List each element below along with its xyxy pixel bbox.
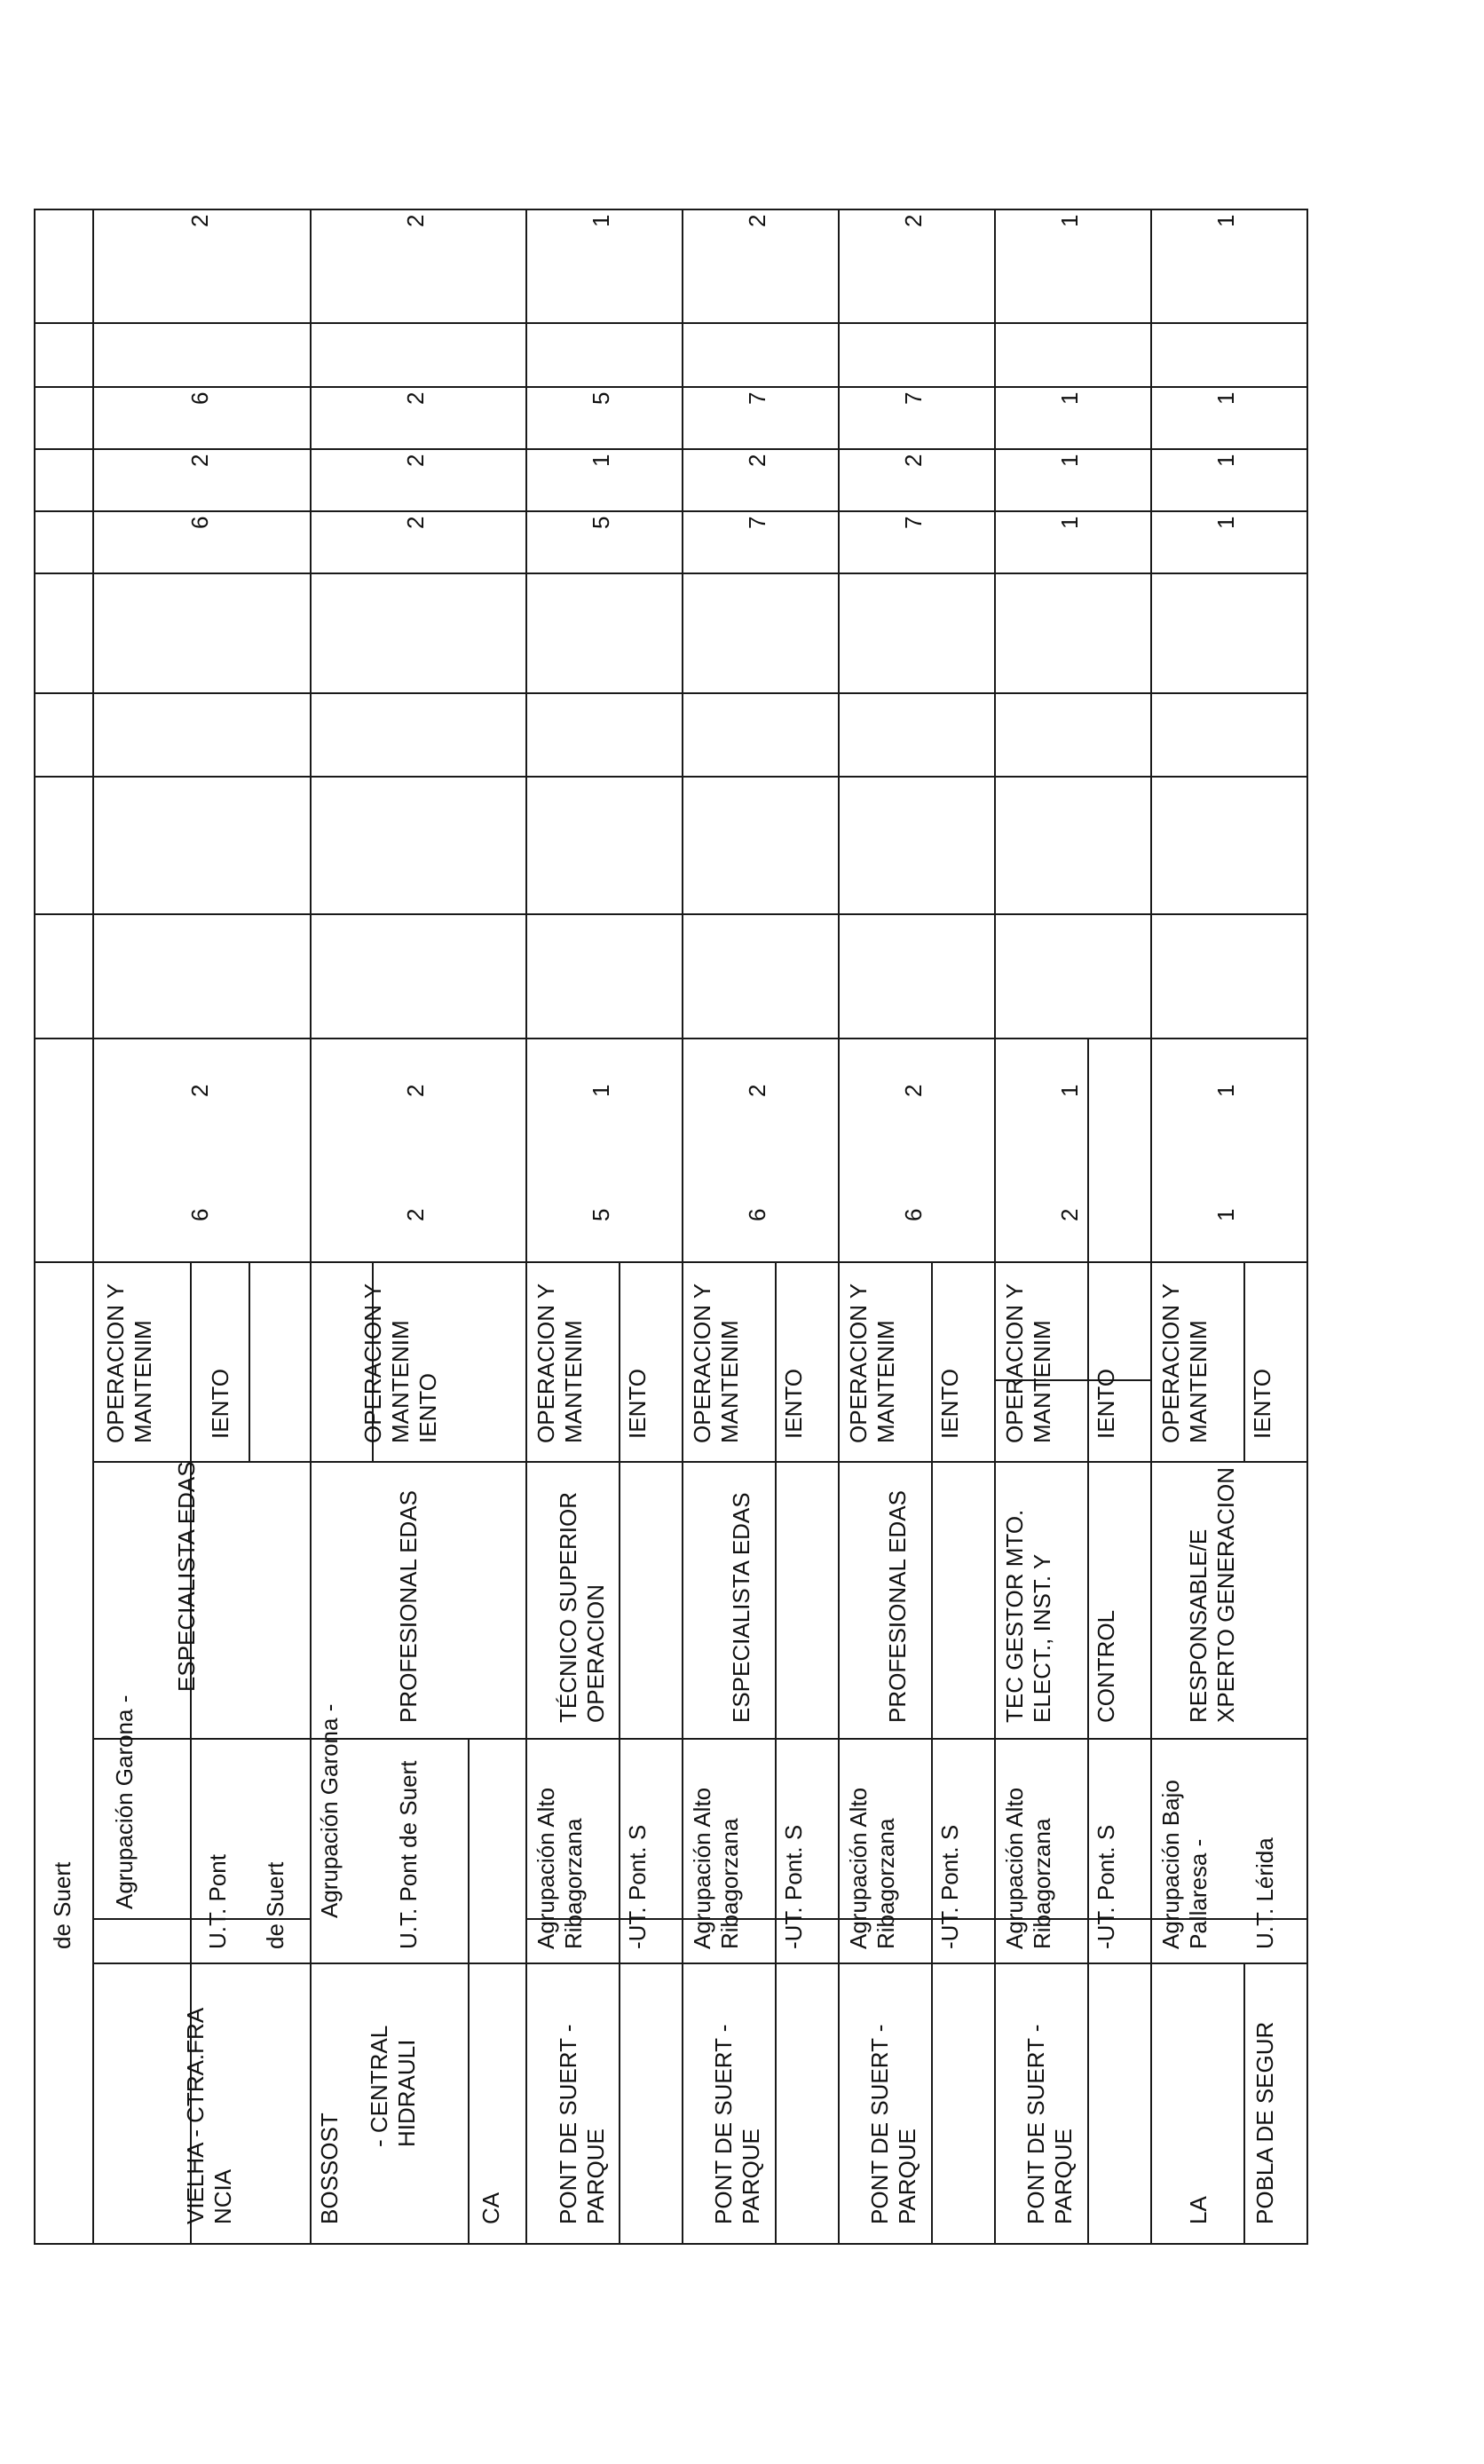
unidad-cell: U.T. Pont de Suert — [395, 1760, 422, 1949]
plazas-cell: 2 — [186, 1084, 213, 1097]
total-cell: 6 — [186, 391, 213, 405]
plazas-cell: 6 — [186, 1208, 213, 1221]
unidad-cell: Agrupación Alto Ribagorzana — [1001, 1787, 1055, 1949]
table-rule — [34, 448, 1308, 450]
centro-cell: PONT DE SUERT - PARQUE — [1022, 2024, 1077, 2224]
table-rule — [1243, 1263, 1245, 1463]
area-cell: OPERACION Y MANTENIM — [102, 1283, 156, 1443]
table-rule — [1243, 1964, 1245, 2245]
total-cell: 5 — [588, 516, 614, 529]
area-cell: OPERACION Y MANTENIM — [533, 1283, 587, 1443]
unidad-cell: U.T. Lérida — [1251, 1837, 1278, 1949]
total-cell: 2 — [744, 214, 770, 227]
total-cell: 7 — [744, 391, 770, 405]
unidad-cell: Agrupación Garona - — [111, 1694, 138, 1909]
table-rule — [525, 210, 527, 2245]
table-rule — [310, 210, 312, 2245]
total-cell: 1 — [1056, 391, 1083, 405]
centro-cell: - CENTRAL HIDRAULI — [366, 2025, 420, 2147]
total-cell: 2 — [900, 214, 927, 227]
unidad-cell: Agrupación Alto Ribagorzana — [689, 1787, 743, 1949]
plazas-cell: 2 — [900, 1084, 927, 1097]
unidad-cell: -UT. Pont. S — [1093, 1824, 1119, 1949]
header-continuation: de Suert — [49, 1861, 75, 1949]
area-cell: IENTO — [1249, 1369, 1275, 1439]
table-rule — [1306, 210, 1308, 2245]
table-rule — [249, 1263, 250, 1463]
total-cell: 7 — [900, 516, 927, 529]
area-cell: OPERACION Y MANTENIM — [845, 1283, 899, 1443]
total-cell: 1 — [1212, 516, 1239, 529]
table-rule — [92, 1738, 1308, 1740]
puesto-cell: RESPONSABLE/E XPERTO GENERACION — [1185, 1467, 1239, 1723]
table-rule — [1087, 1039, 1089, 2245]
total-cell: 1 — [1212, 391, 1239, 405]
plazas-cell: 5 — [588, 1208, 614, 1221]
table-rule — [34, 776, 1308, 778]
total-cell: 2 — [744, 454, 770, 467]
area-cell: IENTO — [780, 1369, 807, 1439]
centro-cell: BOSSOST — [316, 2113, 343, 2224]
puesto-cell: TEC GESTOR MTO. ELECT., INST. Y — [1001, 1509, 1055, 1723]
centro-cell: PONT DE SUERT - PARQUE — [710, 2024, 764, 2224]
centro-cell: CA — [478, 2192, 504, 2224]
table-rule — [34, 573, 1308, 574]
unidad-cell: -UT. Pont. S — [624, 1824, 651, 1949]
puesto-cell: PROFESIONAL EDAS — [395, 1490, 422, 1723]
table-rule — [34, 692, 1308, 694]
unidad-cell: Agrupación Bajo Pallaresa - — [1157, 1780, 1212, 1949]
table-rule — [931, 1263, 933, 2245]
plazas-cell: 1 — [1056, 1084, 1083, 1097]
table-rule — [92, 1963, 1308, 1964]
total-cell: 2 — [402, 454, 429, 467]
table-rule — [34, 510, 1308, 512]
plazas-cell: 2 — [744, 1084, 770, 1097]
plazas-cell: 1 — [1212, 1084, 1239, 1097]
puesto-cell: CONTROL — [1093, 1609, 1119, 1723]
total-cell: 6 — [186, 516, 213, 529]
plazas-cell: 1 — [588, 1084, 614, 1097]
centro-cell: PONT DE SUERT - PARQUE — [866, 2024, 920, 2224]
total-cell: 1 — [588, 454, 614, 467]
plazas-cell: 6 — [744, 1208, 770, 1221]
table-rule — [34, 386, 1308, 388]
table-rule — [34, 1261, 1308, 1263]
total-cell: 7 — [744, 516, 770, 529]
area-cell: OPERACION Y MANTENIM — [1001, 1283, 1055, 1443]
table-rule — [34, 209, 1308, 210]
area-cell: IENTO — [936, 1369, 963, 1439]
total-cell: 1 — [1212, 214, 1239, 227]
total-cell: 2 — [402, 516, 429, 529]
area-cell: OPERACION Y MANTENIM — [689, 1283, 743, 1443]
table-rule — [838, 210, 840, 2245]
centro-cell: VIELHA - CTRA.FRA NCIA — [182, 2007, 236, 2224]
table-rule — [34, 210, 36, 2245]
total-cell: 2 — [186, 454, 213, 467]
centro-cell: PONT DE SUERT - PARQUE — [555, 2024, 609, 2224]
unidad-cell: Agrupación Alto Ribagorzana — [533, 1787, 587, 1949]
table-rule — [468, 1740, 470, 2245]
area-cell: IENTO — [1093, 1369, 1119, 1439]
total-cell: 2 — [186, 214, 213, 227]
plazas-cell: 2 — [402, 1208, 429, 1221]
table-rule — [775, 1263, 777, 2245]
plazas-cell: 6 — [900, 1208, 927, 1221]
total-cell: 2 — [402, 391, 429, 405]
total-cell: 5 — [588, 391, 614, 405]
table-rule — [1150, 210, 1152, 2245]
area-cell: OPERACION Y MANTENIM — [1157, 1283, 1212, 1443]
table-rule — [34, 322, 1308, 324]
total-cell: 1 — [1056, 214, 1083, 227]
table-rule — [92, 1461, 1308, 1463]
total-cell: 2 — [900, 454, 927, 467]
total-cell: 1 — [1212, 454, 1239, 467]
centro-cell: LA — [1185, 2196, 1212, 2224]
plazas-cell: 2 — [402, 1084, 429, 1097]
unidad-cell: Agrupación Garona - — [316, 1703, 343, 1918]
total-cell: 7 — [900, 391, 927, 405]
unidad-cell: de Suert — [262, 1861, 288, 1949]
table-rule — [994, 210, 996, 2245]
table-rule — [682, 210, 683, 2245]
table-rule — [619, 1263, 620, 2245]
puesto-cell: ESPECIALISTA EDAS — [728, 1492, 754, 1723]
unidad-cell: U.T. Pont — [204, 1854, 231, 1949]
centro-cell: POBLA DE SEGUR — [1251, 2021, 1278, 2224]
unidad-cell: -UT. Pont. S — [936, 1824, 963, 1949]
table-rule — [34, 2243, 1308, 2245]
table-rule — [92, 210, 94, 2245]
total-cell: 1 — [588, 214, 614, 227]
table-rule — [34, 913, 1308, 915]
area-cell: IENTO — [207, 1369, 233, 1439]
puesto-cell: ESPECIALISTA EDAS — [173, 1461, 200, 1692]
puesto-cell: TÉCNICO SUPERIOR OPERACION — [555, 1491, 609, 1723]
plazas-cell: 1 — [1212, 1208, 1239, 1221]
area-cell: OPERACION Y MANTENIM IENTO — [359, 1283, 441, 1443]
area-cell: IENTO — [624, 1369, 651, 1439]
table-rule — [34, 1038, 1308, 1039]
unidad-cell: Agrupación Alto Ribagorzana — [845, 1787, 899, 1949]
unidad-cell: -UT. Pont. S — [780, 1824, 807, 1949]
plazas-cell: 2 — [1056, 1208, 1083, 1221]
total-cell: 1 — [1056, 516, 1083, 529]
total-cell: 1 — [1056, 454, 1083, 467]
puesto-cell: PROFESIONAL EDAS — [884, 1490, 911, 1723]
total-cell: 2 — [402, 214, 429, 227]
